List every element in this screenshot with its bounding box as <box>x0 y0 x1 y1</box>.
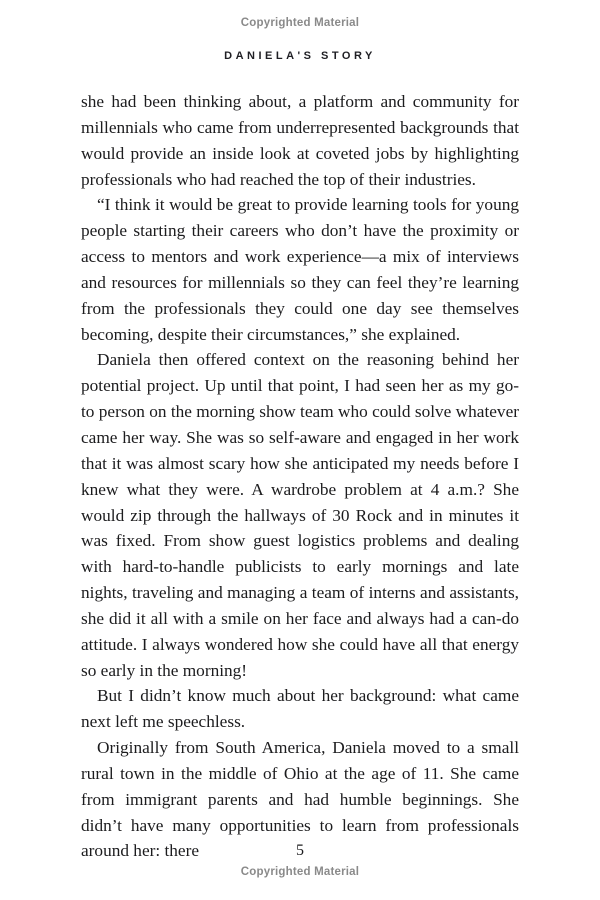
paragraph: “I think it would be great to provide learning tools for young people starting their careers who don’t have the proximity or access to mentors and work experience—a mix of interviews and resources for millennials so they can feel they’re learning from the professionals they could one day see themselves becoming, despite their circumstances,” she explained. <box>81 195 519 344</box>
paragraph: Originally from South America, Daniela moved to a small rural town in the middle of Ohio at the age of 11. She came from immigrant parents and had humble beginnings. She didn’t have many opportunities to learn from professionals around her: there <box>81 738 519 861</box>
page-number: 5 <box>296 842 304 859</box>
body-text-block <box>81 89 519 864</box>
chapter-running-head: DANIELA'S STORY <box>224 50 376 62</box>
paragraph: Daniela then offered context on the reasoning behind her potential project. Up until that point, I had seen her as my go-to person on the morning show team who could solve whatever came her way. She was so self-aware and engaged in her work that it was almost scary how she anticipated my needs before I knew what they were. A wardrobe problem at 4 a.m.? She would zip through the hallways of 30 Rock and in minutes it was fixed. From show guest logistics problems and dealing with hard-to-handle publicists to early mornings and late nights, traveling and managing a team of interns and assistants, she did it all with a smile on her face and always had a can-do attitude. I always wondered how she could have all that energy so early in the morning! <box>81 350 519 680</box>
paragraph: But I didn’t know much about her background: what came next left me speechless. <box>81 686 519 732</box>
paragraph: she had been thinking about, a platform and community for millennials who came from underrepresented backgrounds that would provide an inside look at coveted jobs by highlighting professionals who had reached the top of their industries. <box>81 92 519 189</box>
copyright-notice-bottom: Copyrighted Material <box>240 866 360 878</box>
copyright-notice-top: Copyrighted Material <box>240 17 360 29</box>
